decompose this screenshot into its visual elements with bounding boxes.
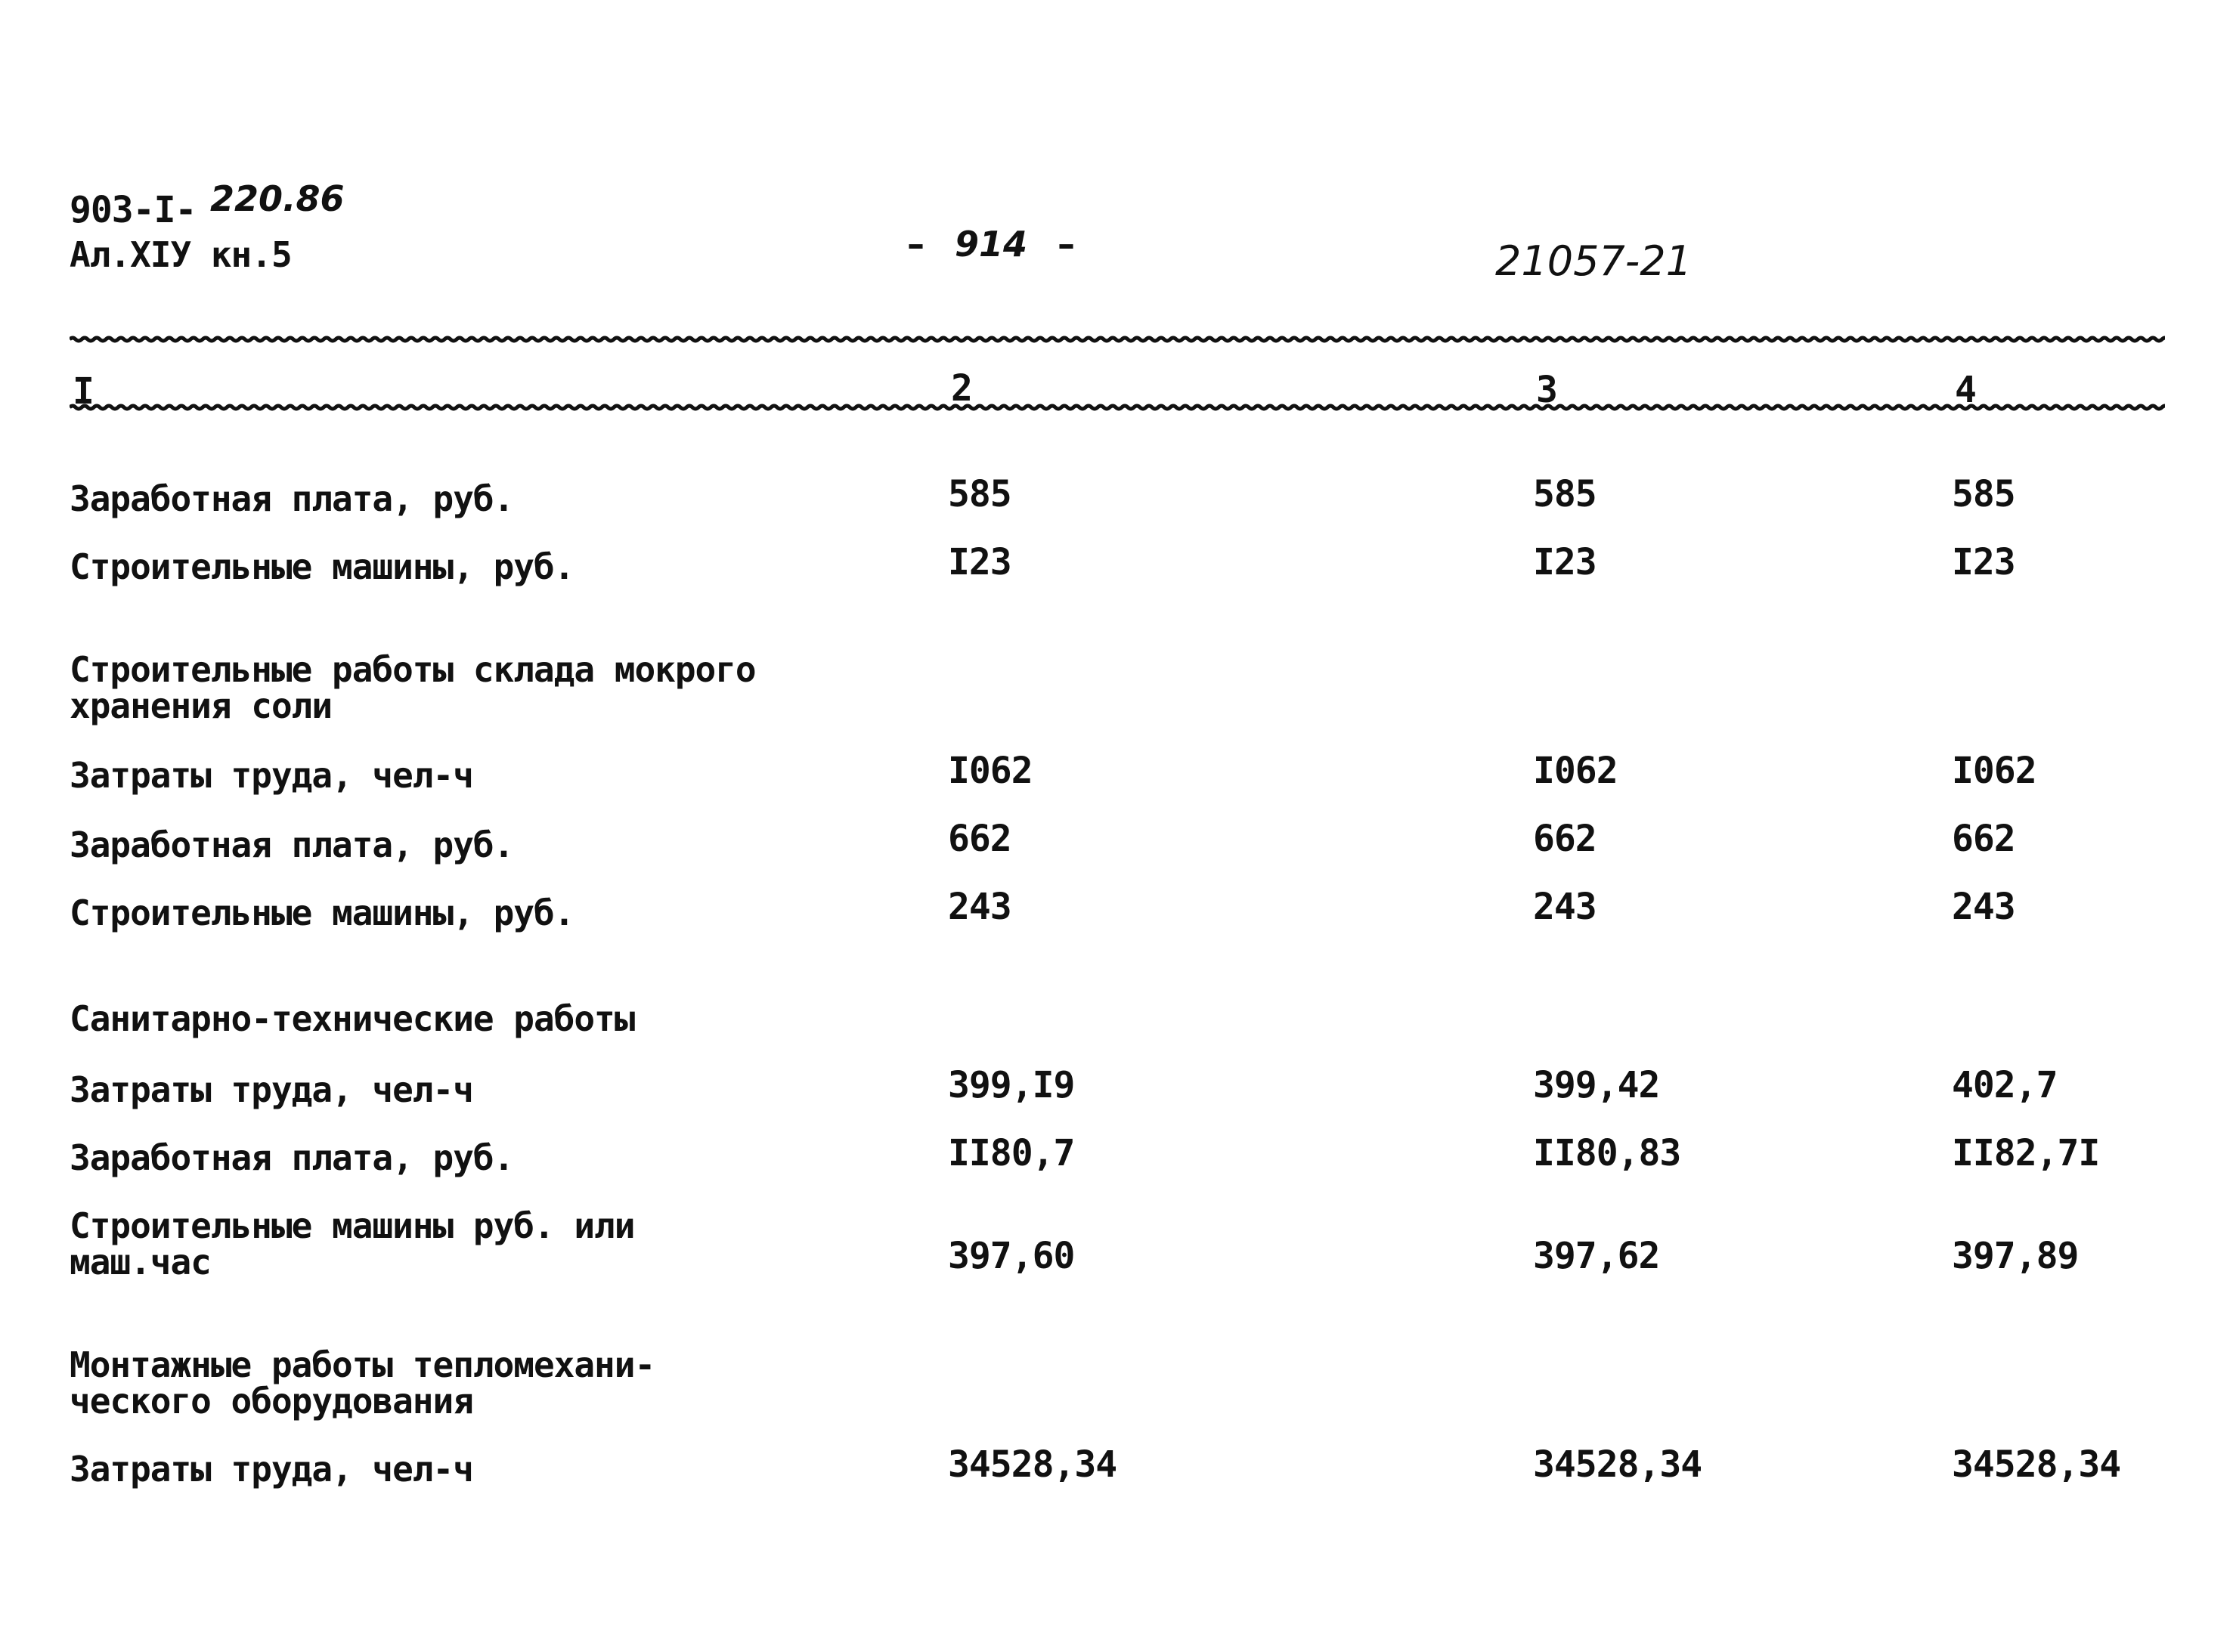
row-label: Строительные машины, руб. bbox=[70, 893, 575, 933]
cell-col2: II80,7 bbox=[948, 1132, 1075, 1174]
column-number-3: 3 bbox=[1536, 369, 1558, 411]
cell-col2: 662 bbox=[948, 818, 1011, 860]
cell-col4: 402,7 bbox=[1952, 1064, 2058, 1106]
top-rule bbox=[70, 333, 2165, 346]
cell-col4: 243 bbox=[1952, 886, 2015, 928]
cell-col3: 34528,34 bbox=[1533, 1443, 1702, 1486]
row-label: Заработная плата, руб. bbox=[70, 478, 514, 519]
cell-col2: 397,60 bbox=[948, 1235, 1075, 1277]
cell-col2: 585 bbox=[948, 473, 1011, 515]
row-label: Заработная плата, руб. bbox=[70, 824, 514, 865]
cell-col4: 397,89 bbox=[1952, 1235, 2079, 1277]
cell-col4: I23 bbox=[1952, 541, 2015, 583]
cell-col4: 34528,34 bbox=[1952, 1443, 2121, 1486]
page-number-value: 914 bbox=[955, 224, 1028, 265]
page-number: – 914 – bbox=[907, 224, 1076, 265]
cell-col4: II82,7I bbox=[1952, 1132, 2100, 1174]
section-heading: Санитарно-технические работы bbox=[70, 998, 635, 1039]
cell-col3: I23 bbox=[1533, 541, 1597, 583]
column-number-4: 4 bbox=[1955, 369, 1977, 411]
document-code: 903-I- bbox=[70, 189, 197, 231]
cell-col3: 399,42 bbox=[1533, 1064, 1660, 1106]
cell-col3: 243 bbox=[1533, 886, 1597, 928]
cell-col2: 243 bbox=[948, 886, 1011, 928]
cell-col2: I062 bbox=[948, 750, 1033, 792]
sheet-code: 21057-21 bbox=[1495, 237, 1692, 285]
row-label: Затраты труда, чел-ч bbox=[70, 1069, 473, 1110]
cell-col4: I062 bbox=[1952, 750, 2036, 792]
row-label: Заработная плата, руб. bbox=[70, 1137, 514, 1178]
row-label: Затраты труда, чел-ч bbox=[70, 755, 473, 796]
cell-col4: 662 bbox=[1952, 818, 2015, 860]
album-book-label: Ал.XIУ кн.5 bbox=[70, 234, 292, 275]
cell-col3: 585 bbox=[1533, 473, 1597, 515]
document-code-handwritten: 220.86 bbox=[210, 178, 345, 219]
cell-col3: I062 bbox=[1533, 750, 1618, 792]
cell-col3: 662 bbox=[1533, 818, 1597, 860]
cell-col3: II80,83 bbox=[1533, 1132, 1681, 1174]
cell-col4: 585 bbox=[1952, 473, 2015, 515]
row-label: Строительные машины руб. или маш.час bbox=[70, 1205, 635, 1282]
row-label: Строительные машины, руб. bbox=[70, 546, 575, 587]
column-number-1: I bbox=[73, 370, 94, 413]
cell-col2: 399,I9 bbox=[948, 1064, 1075, 1106]
cell-col2: I23 bbox=[948, 541, 1011, 583]
section-heading: Строительные работы склада мокрого хранения соли bbox=[70, 649, 756, 726]
row-label: Затраты труда, чел-ч bbox=[70, 1449, 473, 1490]
cell-col2: 34528,34 bbox=[948, 1443, 1117, 1486]
section-heading: Монтажные работы тепломехани- ческого оборудования bbox=[70, 1344, 655, 1422]
column-number-2: 2 bbox=[951, 367, 973, 410]
cell-col3: 397,62 bbox=[1533, 1235, 1660, 1277]
header-rule bbox=[70, 401, 2165, 414]
